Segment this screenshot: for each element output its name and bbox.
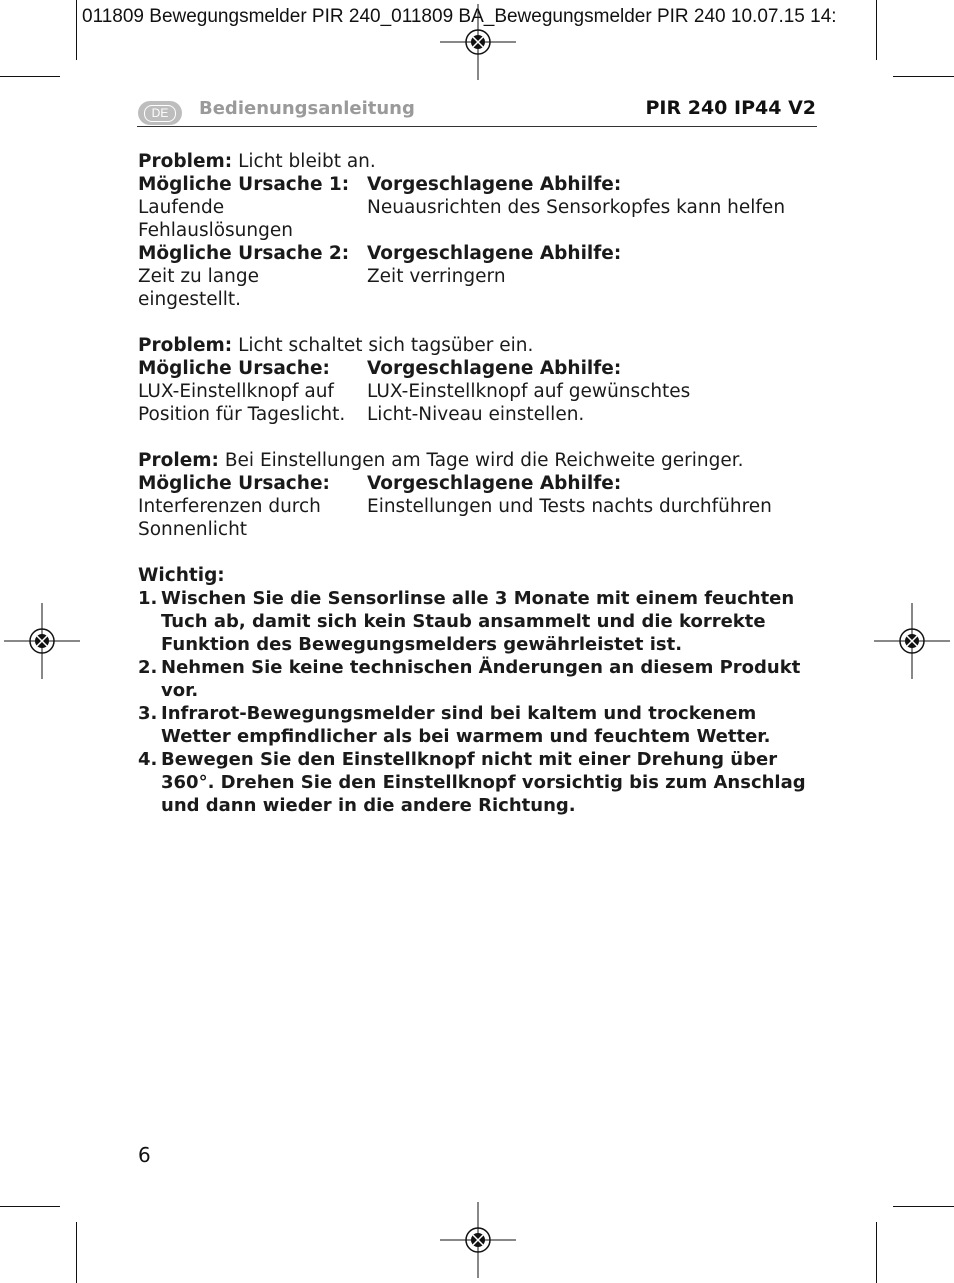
important-item: 3. Infrarot-Bewegungsmelder sind bei kaltem und trockenem Wetter empfindlicher als bei warmem und feuchtem Wetter. [138, 703, 771, 747]
cause-label: Mögliche Ursache 1: [138, 174, 350, 195]
remedy-label: Vorgeschlagene Abhilfe: [367, 174, 622, 195]
cause-label: Mögliche Ursache: [138, 473, 330, 494]
remedy-text: LUX-Einstellknopf auf gewünschtes Licht-Niveau einstellen. [367, 381, 691, 425]
cause-remedy-header [138, 173, 818, 196]
registration-mark-left [2, 601, 82, 681]
cause-label: Mögliche Ursache: [138, 358, 330, 379]
registration-mark-top [438, 2, 518, 82]
language-badge [138, 101, 182, 125]
cause-text: Interferenzen durch Sonnenlicht [138, 496, 321, 540]
problem-block [138, 150, 818, 311]
important-item: 2. Nehmen Sie keine technischen Änderungen an diesem Produkt vor. [138, 657, 801, 701]
cause-remedy-header [138, 242, 818, 265]
cause-remedy-row [138, 196, 818, 242]
cause-remedy-row [138, 495, 818, 541]
language-badge-label: DE [144, 105, 176, 122]
important-list [138, 587, 818, 817]
problem-line [138, 449, 818, 472]
print-slug: 011809 Bewegungsmelder PIR 240_011809 BA_Bewegungsmelder PIR 240 10.07.15 14: [82, 6, 837, 27]
cause-text: Zeit zu lange eingestellt. [138, 266, 259, 310]
cause-remedy-header [138, 472, 818, 495]
header-title: Bedienungsanleitung [199, 98, 415, 119]
cause-remedy-row [138, 265, 818, 311]
important-item: 4. Bewegen Sie den Einstellknopf nicht mit einer Drehung über 360°. Drehen Sie den Einstellknopf vorsichtig bis zum Anschlag und dann wieder in die andere Richtung. [138, 749, 806, 816]
cause-text: LUX-Einstellknopf auf Position für Tageslicht. [138, 381, 346, 425]
problem-label: Prolem: [138, 450, 219, 471]
important-heading: Wichtig: [138, 565, 225, 586]
registration-mark-right [872, 601, 952, 681]
problem-block [138, 449, 818, 541]
cause-text: Laufende Fehlauslösungen [138, 197, 293, 241]
remedy-text: Zeit verringern [367, 266, 506, 287]
troubleshooting-content [138, 150, 818, 817]
important-item: 1. Wischen Sie die Sensorlinse alle 3 Monate mit einem feuchten Tuch ab, damit sich kein Staub ansammelt und die korrekte Funktion des Bewegungsmelders gewährleistet ist. [138, 588, 795, 655]
cause-label: Mögliche Ursache 2: [138, 243, 350, 264]
remedy-text: Einstellungen und Tests nachts durchführen [367, 496, 772, 517]
important-section [138, 564, 818, 817]
registration-mark-bottom [438, 1200, 518, 1280]
problem-block [138, 334, 818, 426]
problem-line [138, 150, 818, 173]
problem-line [138, 334, 818, 357]
page-number: 6 [138, 1143, 151, 1167]
cause-remedy-row [138, 380, 818, 426]
problem-label: Problem: [138, 335, 233, 356]
remedy-label: Vorgeschlagene Abhilfe: [367, 243, 622, 264]
remedy-text: Neuausrichten des Sensorkopfes kann helfen [367, 197, 786, 218]
problem-text: Licht schaltet sich tagsüber ein. [232, 335, 534, 356]
header-model: PIR 240 IP44 V2 [645, 97, 816, 119]
header-rule [137, 126, 817, 127]
problem-text: Bei Einstellungen am Tage wird die Reichweite geringer. [218, 450, 744, 471]
remedy-label: Vorgeschlagene Abhilfe: [367, 473, 622, 494]
remedy-label: Vorgeschlagene Abhilfe: [367, 358, 622, 379]
problem-label: Problem: [138, 151, 233, 172]
cause-remedy-header [138, 357, 818, 380]
problem-text: Licht bleibt an. [232, 151, 376, 172]
